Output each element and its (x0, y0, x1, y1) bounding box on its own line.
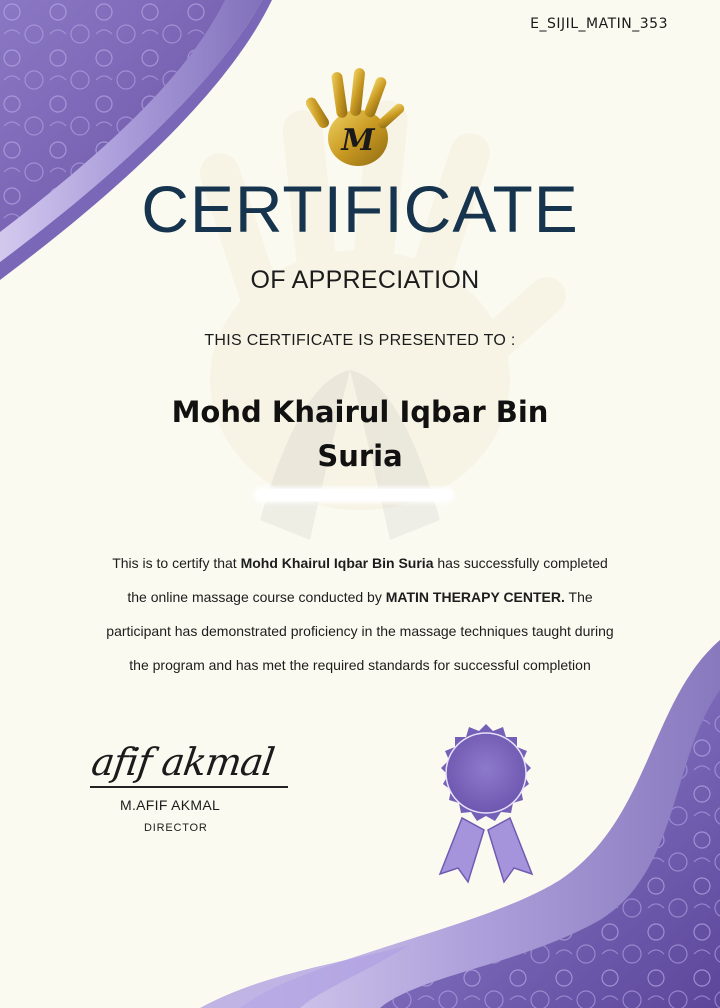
body-organization: MATIN THERAPY CENTER. (385, 589, 565, 605)
signatory-title: DIRECTOR (144, 822, 208, 834)
signature: afif akmal (88, 740, 277, 784)
body-line-3: participant has demonstrated proficiency in the massage techniques taught during (106, 623, 614, 639)
body-line-2: the online massage course conducted by MATIN THERAPY CENTER. The (127, 589, 593, 605)
body-line-4: the program and has met the required standards for successful completion (129, 657, 591, 673)
signatory-name: M.AFIF AKMAL (120, 797, 221, 813)
certificate-subtitle: OF APPRECIATION (250, 266, 480, 294)
body-recipient-name: Mohd Khairul Iqbar Bin Suria (240, 555, 434, 571)
logo-letter: M (341, 123, 375, 158)
body-line-1: This is to certify that Mohd Khairul Iqbar Bin Suria has successfully completed (112, 555, 608, 571)
recipient-name-line2: Suria (317, 439, 403, 473)
recipient-name-line1: Mohd Khairul Iqbar Bin (171, 395, 549, 429)
presented-to-label: THIS CERTIFICATE IS PRESENTED TO : (204, 332, 516, 349)
signature-line (90, 786, 288, 788)
certificate-title: CERTIFICATE (141, 172, 579, 246)
ribbon-seal-icon (424, 722, 548, 884)
gold-hand-m-logo (306, 66, 416, 174)
recipient-name (110, 390, 610, 478)
certificate-body (60, 546, 660, 682)
certificate-id: E_SIJIL_MATIN_353 (530, 16, 668, 32)
redacted-text-bar (256, 489, 452, 501)
